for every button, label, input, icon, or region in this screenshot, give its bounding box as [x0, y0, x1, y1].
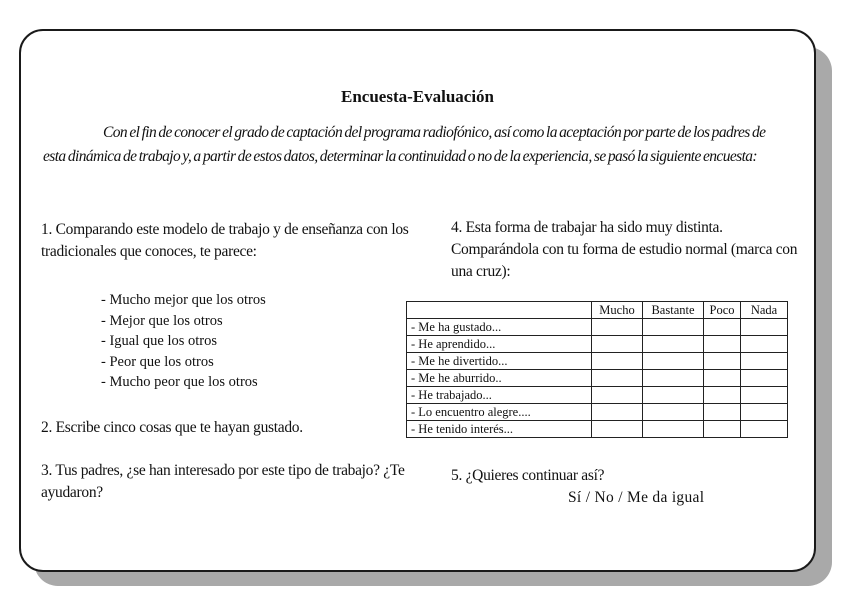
column-header: Bastante [643, 302, 704, 319]
column-header: Mucho [592, 302, 643, 319]
rating-cell[interactable] [704, 336, 741, 353]
question-5-text: 5. ¿Quieres continuar así? [451, 467, 605, 484]
rating-table [406, 301, 788, 438]
survey-title: Encuesta-Evaluación [340, 87, 495, 106]
option-item: - Mucho peor que los otros [101, 372, 266, 393]
survey-intro [43, 121, 783, 169]
rating-cell[interactable] [643, 387, 704, 404]
row-label: - Me ha gustado... [407, 319, 592, 336]
table-row [407, 319, 788, 336]
question-1: 1. Comparando este modelo de trabajo y de enseñanza con los tradicionales que conoces, te parece: [41, 221, 409, 260]
rating-cell[interactable] [704, 319, 741, 336]
rating-cell[interactable] [643, 370, 704, 387]
rating-cell[interactable] [592, 421, 643, 438]
rating-cell[interactable] [592, 404, 643, 421]
rating-cell[interactable] [704, 404, 741, 421]
rating-cell[interactable] [741, 404, 788, 421]
table-row [407, 336, 788, 353]
survey-card [19, 29, 816, 572]
rating-cell[interactable] [704, 353, 741, 370]
rating-cell[interactable] [643, 421, 704, 438]
rating-cell[interactable] [741, 370, 788, 387]
question-1-options [101, 290, 266, 393]
rating-cell[interactable] [643, 353, 704, 370]
table-header-blank [407, 302, 592, 319]
row-label: - Me he divertido... [407, 353, 592, 370]
row-label: - Me he aburrido.. [407, 370, 592, 387]
row-label: - Lo encuentro alegre.... [407, 404, 592, 421]
question-4: 4. Esta forma de trabajar ha sido muy distinta. Comparándola con tu forma de estudio normal (marca con una cruz): [451, 219, 798, 280]
table-header-row [407, 302, 788, 319]
rating-cell[interactable] [741, 336, 788, 353]
rating-cell[interactable] [704, 370, 741, 387]
rating-cell[interactable] [741, 387, 788, 404]
row-label: - He aprendido... [407, 336, 592, 353]
option-item: - Mejor que los otros [101, 311, 266, 332]
column-header: Poco [704, 302, 741, 319]
table-row [407, 421, 788, 438]
question-2: 2. Escribe cinco cosas que te hayan gustado. [41, 419, 303, 436]
rating-cell[interactable] [704, 387, 741, 404]
question-5 [451, 465, 781, 509]
rating-cell[interactable] [643, 404, 704, 421]
rating-cell[interactable] [592, 319, 643, 336]
option-item: - Peor que los otros [101, 352, 266, 373]
rating-cell[interactable] [704, 421, 741, 438]
row-label: - He tenido interés... [407, 421, 592, 438]
rating-cell[interactable] [741, 421, 788, 438]
rating-cell[interactable] [592, 353, 643, 370]
table-row [407, 353, 788, 370]
table-row [407, 387, 788, 404]
rating-cell[interactable] [643, 319, 704, 336]
rating-cell[interactable] [741, 353, 788, 370]
rating-cell[interactable] [592, 370, 643, 387]
option-item: - Mucho mejor que los otros [101, 290, 266, 311]
question-5-answers: Sí / No / Me da igual [568, 489, 705, 506]
rating-cell[interactable] [592, 387, 643, 404]
row-label: - He trabajado... [407, 387, 592, 404]
rating-cell[interactable] [741, 319, 788, 336]
question-3: 3. Tus padres, ¿se han interesado por este tipo de trabajo? ¿Te ayudaron? [41, 462, 405, 501]
rating-cell[interactable] [643, 336, 704, 353]
option-item: - Igual que los otros [101, 331, 266, 352]
table-row [407, 404, 788, 421]
column-header: Nada [741, 302, 788, 319]
table-row [407, 370, 788, 387]
rating-cell[interactable] [592, 336, 643, 353]
intro-text: Con el fin de conocer el grado de captación del programa radiofónico, así como la aceptación por parte de los padres de esta dinámica de trabajo y, a partir de estos datos, determinar la continuidad o no de la experiencia, se pasó la siguiente encuesta: [43, 124, 766, 165]
